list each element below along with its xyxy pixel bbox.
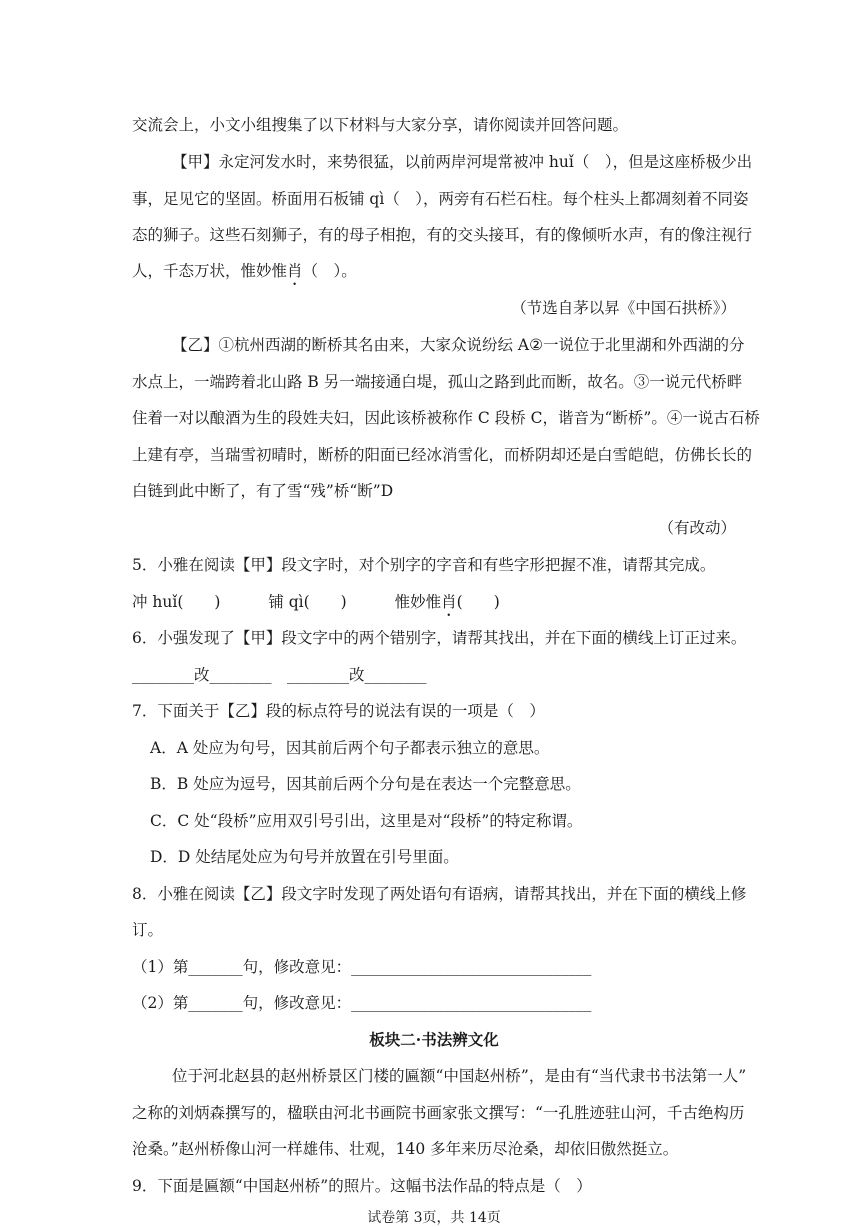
page-footer: 试卷第 3页，共 14页 [367, 1210, 501, 1226]
question-8-blank-1[interactable]: （1）第_______句，修改意见：_______________________________ [132, 958, 592, 976]
section-2-title: 板块二·书法辨文化 [369, 1030, 499, 1049]
section-2-para-line-1: 位于河北赵县的赵州桥景区门楼的匾额“中国赵州桥”，是由有“当代隶书书法第一人” [172, 1067, 747, 1085]
passage-jia-source: （节选自茅以昇《中国石拱桥》） [511, 299, 736, 317]
passage-jia-line-4-c: （ ）。 [302, 262, 357, 280]
question-6-blanks[interactable]: ________改________ ________改________ [132, 666, 427, 684]
passage-jia-line-2: 事，足见它的坚固。桥面用石板铺 qì（ ），两旁有石栏石柱。每个柱头上都凋刻着不同姿 [132, 190, 749, 208]
question-5: 5．小雅在阅读【甲】段文字时，对个别字的字音和有些字形把握不准，请帮其完成。 [132, 556, 716, 574]
q5-emphasized-char: 肖 [441, 593, 457, 611]
question-8-line-1: 8．小雅在阅读【乙】段文字时发现了两处语句有语病，请帮其找出，并在下面的横线上修 [132, 885, 747, 903]
option-b[interactable]: B．B 处应为逗号，因其前后两个分句是在表达一个完整意思。 [150, 775, 581, 793]
passage-jia-line-4 [132, 259, 357, 289]
question-6: 6．小强发现了【甲】段文字中的两个错别字，请帮其找出，并在下面的横线上订正过来。 [132, 629, 747, 647]
question-8-line-2: 订。 [132, 921, 164, 939]
passage-yi-line-1: 【乙】①杭州西湖的断桥其名由来，大家众说纷纭 A②一说位于北里湖和外西湖的分 [172, 336, 745, 354]
q5-item-3c: ( ) [456, 593, 500, 611]
passage-yi-note: （有改动） [658, 519, 736, 537]
passage-yi-line-4: 上建有亭，当瑞雪初晴时，断桥的阳面已经冰消雪化，而桥阴却还是白雪皑皑，仿佛长长的 [132, 446, 753, 464]
passage-yi-line-2: 水点上，一端跨着北山路 B 另一端接通白堤，孤山之路到此而断，故名。③一说元代桥畔 [132, 373, 743, 391]
question-5-items [132, 590, 500, 620]
q5-item-3a: 惟妙惟 [394, 593, 442, 611]
question-9: 9．下面是匾额“中国赵州桥”的照片。这幅书法作品的特点是（ ） [132, 1177, 592, 1195]
question-7: 7．下面关于【乙】段的标点符号的说法有误的一项是（ ） [132, 702, 545, 720]
emphasized-char: 肖 [287, 262, 303, 280]
passage-yi-line-3: 住着一对以酿酒为生的段姓夫妇，因此该桥被称作 C 段桥 C，谐音为“断桥”。④一说古石桥 [132, 409, 760, 427]
passage-jia-line-3: 态的狮子。这些石刻狮子，有的母子相抱，有的交头接耳，有的像倾听水声，有的像注视行 [132, 226, 753, 244]
section-2-para-line-2: 之称的刘炳森撰写的，楹联由河北书画院书画家张文撰写：“一孔胜迹驻山河，千古绝构历 [132, 1104, 745, 1122]
question-8-blank-2[interactable]: （2）第_______句，修改意见：_______________________________ [132, 994, 592, 1012]
section-2-para-line-3: 沧桑。”赵州桥像山河一样雄伟、壮观，140 多年来历尽沧桑，却依旧傲然挺立。 [132, 1140, 679, 1158]
q5-item-1: 冲 huǐ( ) [132, 593, 221, 611]
option-c[interactable]: C．C 处“段桥”应用双引号引出，这里是对“段桥”的特定称谓。 [150, 812, 583, 830]
passage-yi-line-5: 白链到此中断了，有了雪“残”桥“断”D [132, 482, 394, 500]
passage-jia-line-1: 【甲】永定河发水时，来势很猛，以前两岸河堤常被冲 huǐ（ ），但是这座桥极少出 [172, 153, 753, 171]
q5-item-2: 铺 qì( ) [268, 593, 347, 611]
option-d[interactable]: D．D 处结尾处应为句号并放置在引号里面。 [150, 848, 459, 866]
option-a[interactable]: A．A 处应为句号，因其前后两个句子都表示独立的意思。 [150, 739, 550, 757]
passage-jia-line-4-a: 人，千态万状，惟妙惟 [132, 262, 288, 280]
intro-text: 交流会上，小文小组搜集了以下材料与大家分享，请你阅读并回答问题。 [132, 116, 629, 134]
